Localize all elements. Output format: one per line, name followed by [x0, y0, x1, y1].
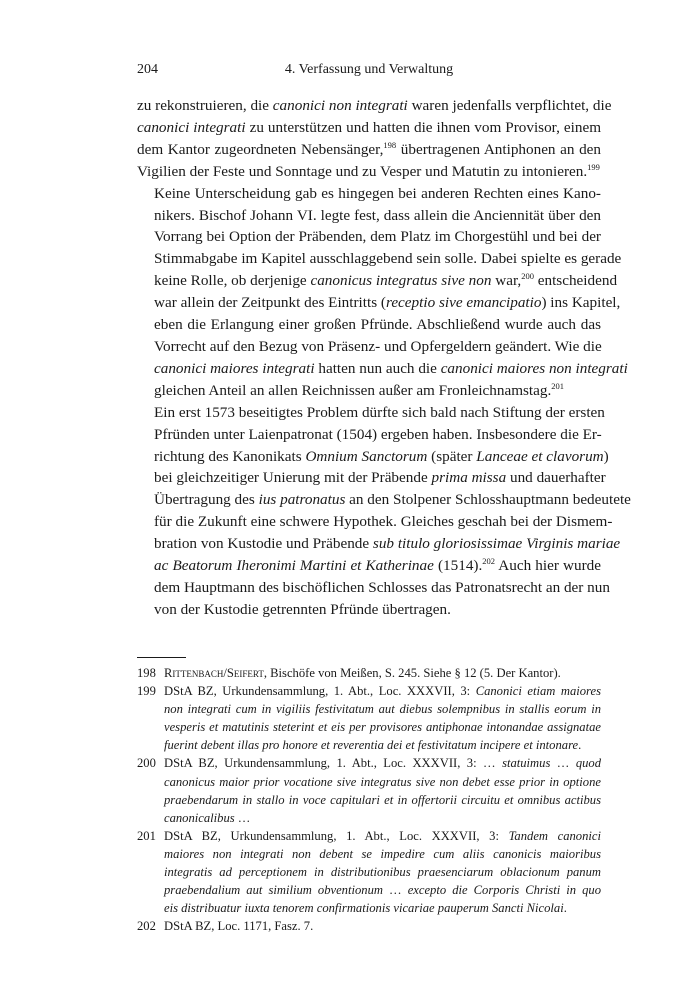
text-line: [137, 270, 618, 292]
page-number: 204: [137, 62, 158, 77]
italic-text: canonici integrati: [137, 118, 246, 136]
text-run: und dauerhafter: [506, 469, 606, 487]
footnote-line: [164, 809, 601, 827]
text-run: Ein erst 1573 beseitigtes Problem dürfte sich bald nach Stiftung der ersten: [154, 403, 605, 421]
italic-text: sub titulo gloriosissimae Virginis mariae: [372, 535, 621, 553]
italic-text: Omnium Sanctorum: [305, 447, 428, 465]
text-run: zu unterstützen und hatten die ihnen vom Provisor, einem: [245, 118, 602, 136]
text-run: hatten nun auch die: [314, 359, 441, 377]
paragraph: [137, 402, 631, 621]
text-line: [137, 139, 601, 161]
italic-text: vesperis et matutinis steterint et eis per provisores antiphonae intonandae assignatae: [164, 720, 601, 735]
text-line: [137, 95, 612, 117]
footnote: [137, 827, 601, 917]
footnote-line: [164, 899, 601, 917]
text-run: waren jedenfalls verpflichtet, die: [407, 97, 612, 114]
text-run: …: [234, 810, 251, 825]
footnote-line: [164, 736, 601, 754]
footnote-line: [164, 773, 601, 791]
text-line: [137, 555, 601, 577]
text-run: ) ins Kapitel,: [541, 294, 621, 312]
text-run: Vigilien der Feste und Sonntage und zu Vesper und Matutin zu intonieren.: [137, 162, 588, 180]
footnote-text: [164, 754, 601, 826]
text-run: bration von Kustodie und Präbende: [154, 535, 373, 553]
text-run: eben die Erlangung einer großen Pfründe. Abschließend wurde auch das: [154, 316, 601, 334]
italic-text: maiores non integrati non debent se impedire cum aliis canonicis maioribus: [164, 846, 601, 861]
footnote-reference: 200: [521, 271, 534, 282]
text-run: war allein der Zeitpunkt des Eintritts (: [154, 294, 386, 312]
footnote: [137, 682, 601, 754]
book-page: [137, 58, 631, 934]
footnote-line: [164, 754, 601, 772]
footnote-text: [164, 682, 601, 754]
footnote-line: [164, 845, 601, 863]
text-line: [137, 599, 601, 621]
text-run: Auch hier wurde: [495, 557, 601, 575]
text-run: DStA BZ, Loc. 1171, Fasz. 7.: [164, 919, 314, 934]
text-line: [137, 205, 601, 227]
footnote-line: [164, 664, 601, 682]
italic-text: canonici maiores integrati: [154, 359, 315, 377]
italic-text: canonicus maior prior vocatione sive integratus sive non debet esse prior in optione: [164, 774, 601, 789]
italic-text: statuimus: [502, 756, 551, 771]
footnote-reference: 202: [482, 556, 496, 567]
footnote-number: 200: [137, 756, 156, 771]
footnote-line: [164, 827, 601, 845]
text-run: richtung des Kanonikats: [154, 447, 306, 465]
text-line: [137, 226, 601, 248]
text-run: dem Hauptmann des bischöflichen Schlosses das Patronatsrecht an der nun: [154, 578, 610, 596]
text-line: [137, 117, 601, 139]
footnote-reference: 201: [551, 380, 565, 391]
text-run: Stimmabgabe im Kapitel ausschlaggebend sein solle. Dabei spielte es gerade: [154, 250, 622, 268]
italic-text: Tandem canonici: [508, 828, 601, 843]
text-line: [137, 248, 622, 270]
italic-text: praebendalium aut similium obventionum: [164, 883, 383, 898]
text-line: [137, 314, 601, 336]
text-run: dem Kantor zugeordneten Nebensänger,: [137, 140, 384, 158]
text-run: (1514).: [433, 557, 483, 575]
italic-text: ius patronatus: [258, 491, 346, 509]
text-line: [137, 292, 621, 314]
text-run: an den Stolpener Schlosshauptmann bedeutete: [345, 491, 631, 509]
text-line: [137, 489, 631, 511]
text-run: , Bischöfe von Meißen, S. 245. Siehe § 12 (5. Der Kantor).: [263, 666, 561, 680]
text-line: [137, 380, 601, 402]
text-run: Vorrecht auf den Bezug von Präsenz- und Opfergeldern geändert. Wie die: [154, 337, 602, 355]
footnote-number: 202: [137, 919, 156, 934]
italic-text: Canonici etiam maiores: [475, 684, 601, 699]
text-line: [137, 446, 609, 468]
running-title: 4. Verfassung und Verwaltung: [284, 62, 454, 77]
italic-text: canonicalibus: [164, 810, 235, 825]
page-header: [137, 58, 601, 82]
author-name: Rittenbach/Seifert: [164, 666, 264, 680]
paragraph: [137, 95, 612, 183]
text-run: nikers. Bischof Johann VI. legte fest, dass allein die Anciennität über den: [154, 206, 601, 224]
footnote-text: [164, 917, 601, 935]
text-run: bei gleichzeitiger Unierung mit der Präbende: [154, 469, 432, 487]
text-line: [137, 336, 601, 358]
footnote-line: [164, 791, 601, 809]
italic-text: integratis ad perceptionem in distributionibus praesenciarum oblacionum panum: [164, 865, 601, 880]
italic-text: canonici maiores non integrati: [440, 359, 628, 377]
text-run: übertragenen Antiphonen an den: [396, 140, 602, 158]
text-run: Übertragung des: [154, 491, 259, 509]
text-run: ): [603, 447, 609, 465]
italic-text: fuerint debent illas pro honore et reverentia dei et festivitatum incipere et intonare: [164, 738, 579, 753]
text-line: [137, 358, 628, 380]
text-run: DStA BZ, Urkundensammlung, 1. Abt., Loc. XXXVII, 3:: [164, 828, 509, 843]
text-line: [137, 533, 621, 555]
footnote-line: [164, 863, 601, 881]
footnote-text: [164, 827, 601, 917]
footnote-number: 198: [137, 666, 156, 680]
text-line: [137, 402, 605, 424]
text-run: entscheidend: [533, 272, 618, 290]
text-run: war,: [491, 272, 522, 290]
text-line: [137, 511, 613, 533]
footnote: [137, 664, 601, 682]
italic-text: canonicus integratus sive non: [310, 272, 492, 290]
footnote-line: [164, 718, 601, 736]
footnote: [137, 754, 601, 826]
text-run: DStA BZ, Urkundensammlung, 1. Abt., Loc. XXXVII, 3: …: [164, 756, 503, 771]
footnote-number: 201: [137, 828, 156, 843]
text-line: [137, 183, 601, 205]
footnote-reference: 198: [383, 139, 397, 150]
italic-text: excepto die Corporis Christi in quo: [407, 883, 601, 898]
text-run: .: [578, 738, 582, 753]
text-run: (später: [427, 447, 477, 465]
text-run: …: [550, 756, 576, 771]
footnote-line: [164, 881, 601, 899]
text-line: [137, 161, 601, 183]
text-run: …: [382, 883, 408, 898]
text-run: Pfründen unter Laienpatronat (1504) ergeben haben. Insbesondere die Er-: [154, 425, 602, 443]
italic-text: non integrati cum in vigiliis festivitatum aut diebus solempnibus in stallis eorum in: [164, 702, 601, 717]
text-run: für die Zukunft eine schwere Hypothek. Gleiches geschah bei der Dismem-: [154, 513, 613, 531]
text-run: keine Rolle, ob derjenige: [154, 272, 311, 290]
text-line: [137, 467, 606, 489]
text-run: Vorrang bei Option der Präbenden, dem Platz im Chorgestühl und bei der: [154, 228, 601, 246]
text-run: von der Kustodie getrennten Pfründe übertragen.: [154, 600, 451, 618]
text-run: zu rekonstruieren, die: [137, 97, 273, 114]
italic-text: quod: [575, 756, 601, 771]
footnote-reference: 199: [587, 161, 600, 172]
footnote: [137, 917, 601, 935]
italic-text: ac Beatorum Iheronimi Martini et Katherinae: [154, 557, 434, 575]
text-run: gleichen Anteil an allen Reichnissen außer am Fronleichnamstag.: [154, 381, 552, 399]
italic-text: receptio sive emancipatio: [385, 294, 542, 312]
main-text: [137, 95, 631, 621]
footnote-line: [164, 700, 601, 718]
italic-text: eis distribuatur iuxta tenorem confirmationis vicariae pauperum Sancti Nicolai: [164, 901, 564, 916]
footnote-separator: [137, 657, 186, 658]
italic-text: prima missa: [431, 469, 507, 487]
footnote-line: [164, 682, 601, 700]
footnote-text: [164, 664, 601, 682]
text-line: [137, 577, 610, 599]
text-run: .: [563, 901, 567, 916]
paragraph: [137, 183, 628, 402]
footnote-number: 199: [137, 684, 156, 699]
text-line: [137, 424, 601, 446]
footnotes: [137, 664, 601, 935]
italic-text: praebendarum in stallo in voce capitulari et in offertorii circuitu et omnibus actibus: [164, 792, 601, 807]
text-run: Keine Unterscheidung gab es hingegen bei anderen Rechten eines Kano-: [154, 184, 601, 202]
footnote-line: [164, 917, 601, 935]
italic-text: canonici non integrati: [272, 97, 408, 114]
text-run: DStA BZ, Urkundensammlung, 1. Abt., Loc. XXXVII, 3:: [164, 684, 476, 699]
italic-text: Lanceae et clavorum: [476, 447, 604, 465]
